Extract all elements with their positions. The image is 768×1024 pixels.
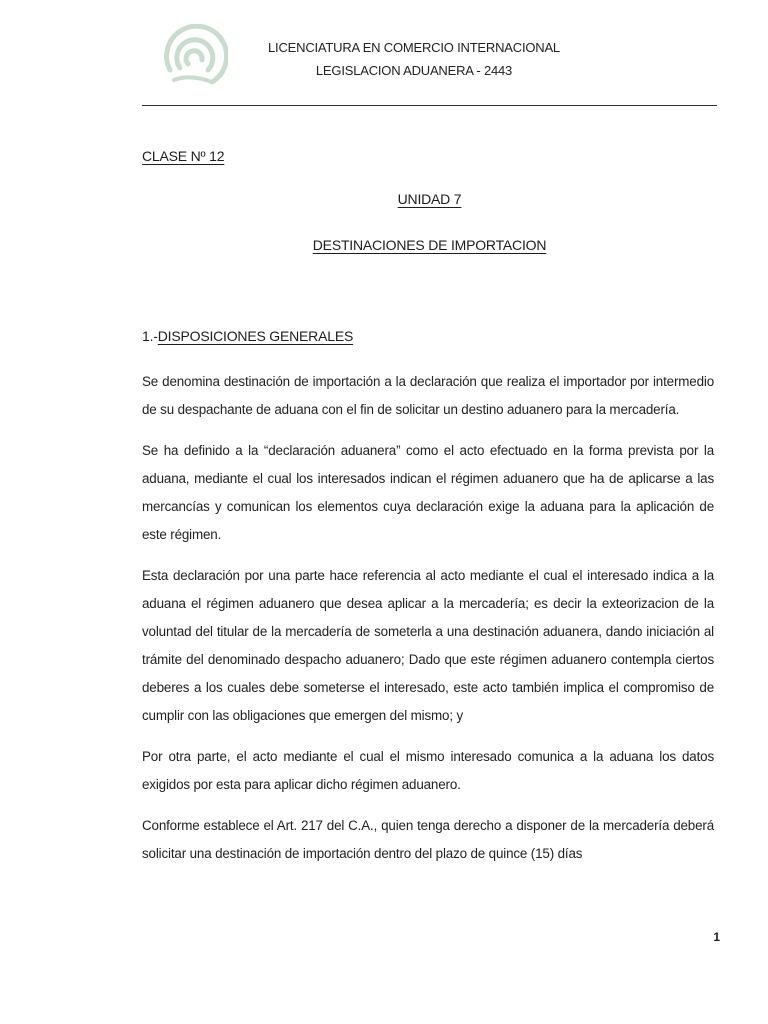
paragraph: Por otra parte, el acto mediante el cual el mismo interesado comunica a la aduana los datos exigidos por esta para aplicar dicho régimen aduanero. [142, 749, 714, 792]
header-program-name: LICENCIATURA EN COMERCIO INTERNACIONAL [268, 40, 560, 55]
header-course-name: LEGISLACION ADUANERA - 2443 [315, 63, 513, 78]
unit-heading [142, 191, 717, 207]
section-number: 1.- [142, 328, 158, 344]
paragraph: Se denomina destinación de importación a la declaración que realiza el importador por intermedio de su despachante de aduana con el fin de solicitar un destino aduanero para la mercadería. [142, 374, 714, 417]
document-body [142, 368, 714, 881]
page-number: 1 [713, 930, 720, 944]
unit-heading-text: UNIDAD 7 [397, 191, 462, 207]
university-logo-icon [160, 24, 228, 90]
paragraph: Se ha definido a la “declaración aduanera” como el acto efectuado en la forma prevista por la aduana, mediante el cual los interesados indican el régimen aduanero que ha de aplicarse a las mercancías y comunican los elementos cuya declaración exige la aduana para la aplicación de este régimen. [142, 443, 714, 542]
header-divider [142, 105, 717, 106]
class-number: CLASE Nº 12 [142, 148, 225, 164]
paragraph: Esta declaración por una parte hace referencia al acto mediante el cual el interesado indica a la aduana el régimen aduanero que desea aplicar a la mercadería; es decir la exteorizacion de la voluntad del titular de la mercadería de someterla a una destinación aduanera, dando iniciación al trámite del denominado despacho aduanero; Dado que este régimen aduanero contempla ciertos deberes a los cuales debe someterse el interesado, este acto también implica el compromiso de cumplir con las obligaciones que emergen del mismo; y [142, 568, 714, 723]
section-title: DISPOSICIONES GENERALES [157, 328, 354, 344]
document-title [142, 237, 717, 253]
paragraph: Conforme establece el Art. 217 del C.A., quien tenga derecho a disponer de la mercadería deberá solicitar una destinación de importación dentro del plazo de quince (15) días [142, 818, 714, 861]
document-title-text: DESTINACIONES DE IMPORTACION [312, 237, 547, 253]
section-heading [142, 328, 353, 344]
